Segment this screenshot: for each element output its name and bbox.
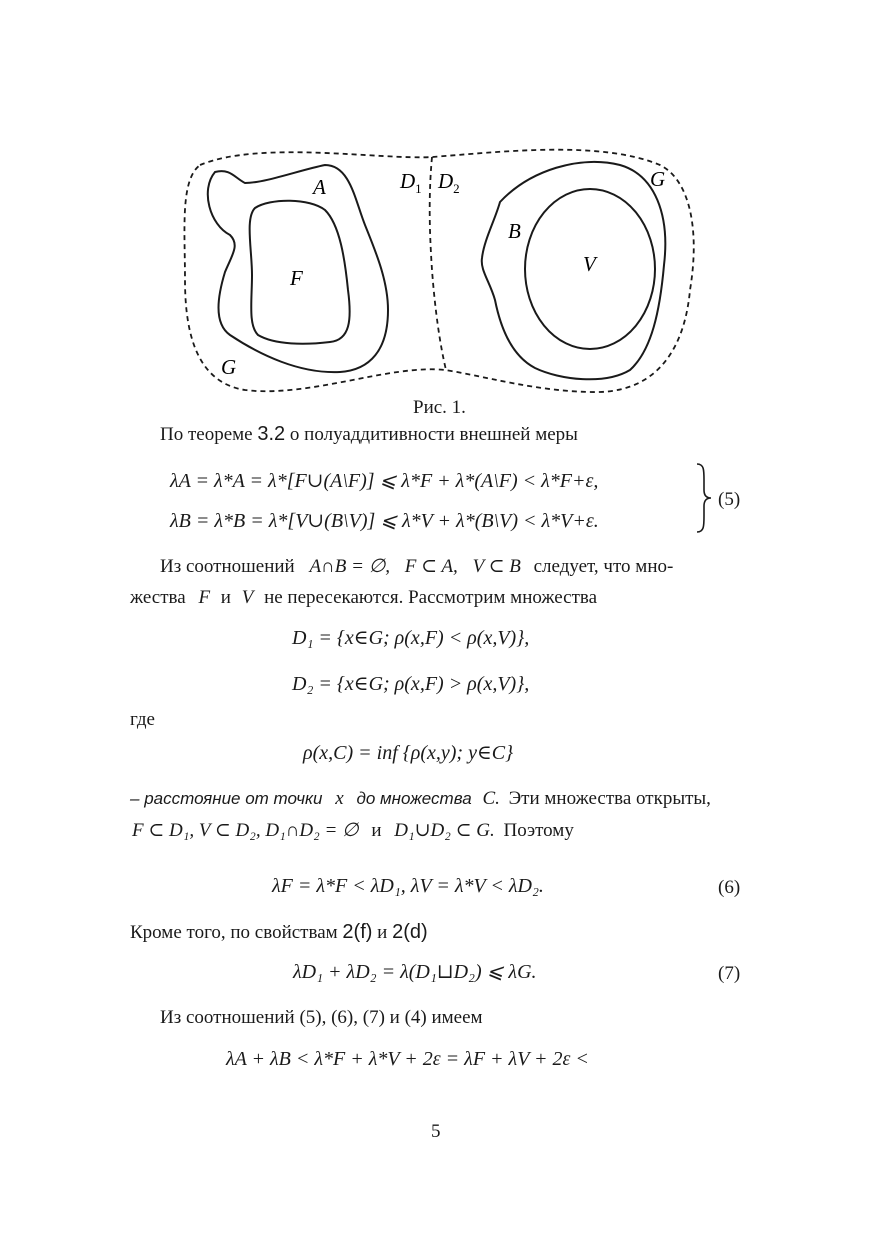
equation-5-tag: (5) bbox=[718, 489, 741, 510]
equation-5-line2: λB = λ*B = λ*[V∪(B\V)] ⩽ λ*V + λ*(B\V) < λ*V+ε. bbox=[170, 510, 599, 532]
label-B: B bbox=[508, 219, 521, 243]
label-G-right: G bbox=[650, 167, 666, 191]
equation-final: λA + λB < λ*F + λ*V + 2ε = λF + λV + 2ε < bbox=[226, 1048, 589, 1070]
equation-6: λF = λ*F < λD₁, λV = λ*V < λD₂. bbox=[272, 875, 544, 897]
para-inclusions: F ⊂ D₁, V ⊂ D₂, D₁∩D₂ = ∅ и D₁∪D₂ ⊂ G. Поэтому bbox=[132, 820, 574, 841]
label-D2: $D_2$ bbox=[438, 169, 460, 196]
word-where: где bbox=[130, 709, 155, 730]
figure-sets-diagram bbox=[0, 0, 875, 420]
label-D1: $D_1$ bbox=[400, 169, 422, 196]
para-relations-line1: Из соотношений A∩B = ∅, F ⊂ A, V ⊂ B следует, что мно- bbox=[160, 556, 674, 577]
label-V: V bbox=[583, 252, 596, 276]
definition-rho: ρ(x,C) = inf {ρ(x,y); y∈C} bbox=[303, 742, 514, 764]
label-A: A bbox=[313, 175, 326, 199]
para-theorem-ref: По теореме 3.2 о полуаддитивности внешней меры bbox=[160, 423, 578, 445]
equation-7: λD₁ + λD₂ = λ(D₁⊔D₂) ⩽ λG. bbox=[293, 961, 537, 983]
equation-7-tag: (7) bbox=[718, 963, 741, 984]
para-combine: Из соотношений (5), (6), (7) и (4) имеем bbox=[160, 1007, 483, 1028]
definition-D2: D₂ = {x∈G; ρ(x,F) > ρ(x,V)}, bbox=[292, 673, 530, 695]
definition-D1: D₁ = {x∈G; ρ(x,F) < ρ(x,V)}, bbox=[292, 627, 530, 649]
para-relations-line2: жества F и V не пересекаются. Рассмотрим множества bbox=[130, 587, 598, 608]
equation-5-brace bbox=[694, 462, 714, 534]
page-number: 5 bbox=[431, 1121, 441, 1142]
figure-caption: Рис. 1. bbox=[413, 397, 466, 418]
label-F: F bbox=[290, 266, 303, 290]
para-distance-def: – расстояние от точки x до множества C. Эти множества открыты, bbox=[130, 788, 711, 809]
para-properties: Кроме того, по свойствам 2(f) и 2(d) bbox=[130, 921, 428, 943]
equation-6-tag: (6) bbox=[718, 877, 741, 898]
equation-5-line1: λA = λ*A = λ*[F∪(A\F)] ⩽ λ*F + λ*(A\F) < λ*F+ε, bbox=[170, 470, 599, 492]
label-G-left: G bbox=[221, 355, 237, 379]
